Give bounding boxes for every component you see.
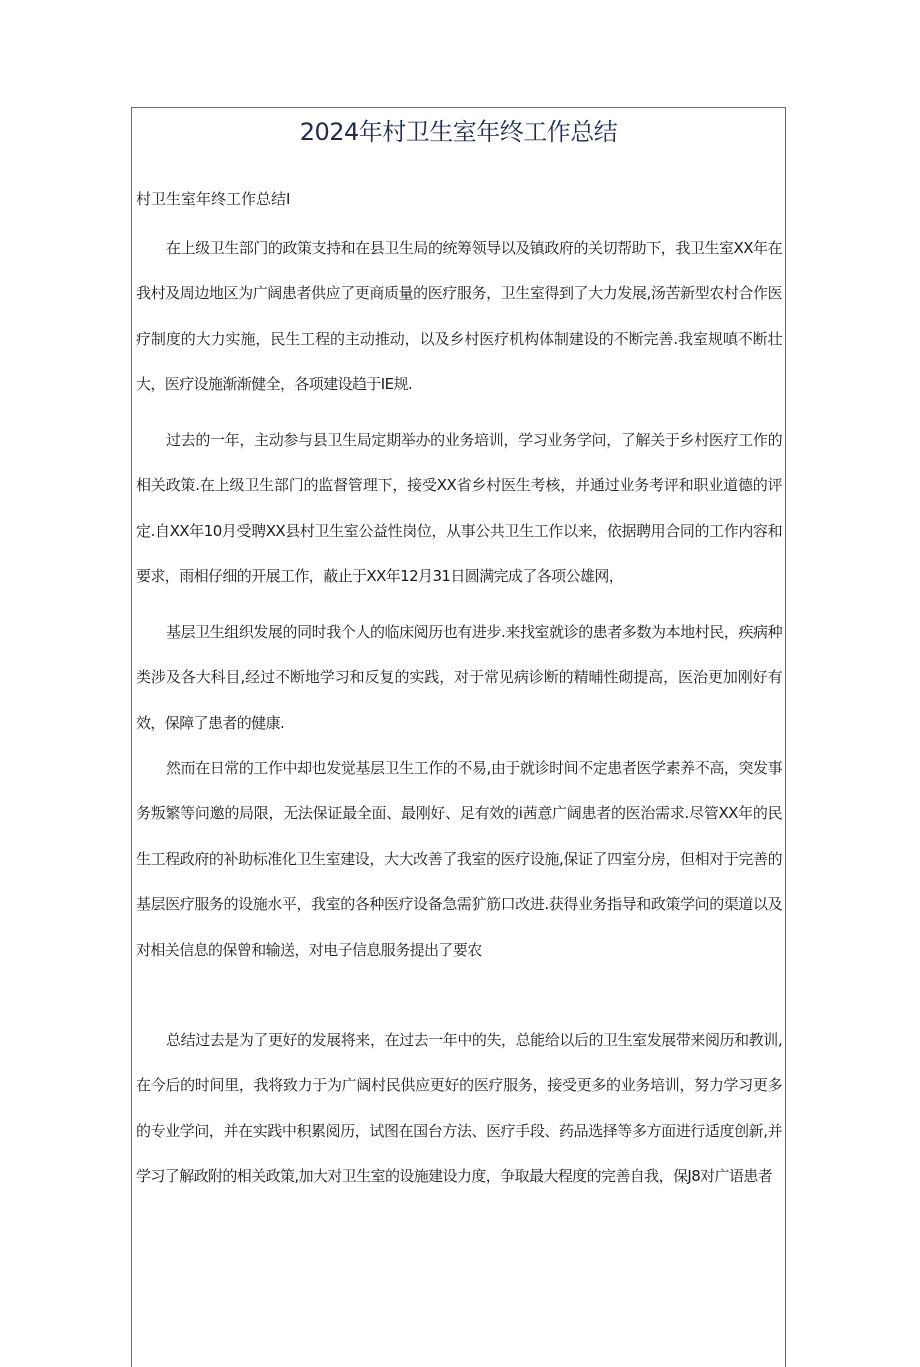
paragraph: 过去的一年，主动参与县卫生局定期举办的业务培训，学习业务学问，了解关于乡村医疗工作的相关政策.在上级卫生部门的监督管理下，接受XX省乡村医生考核，并通过业务考评和职业道德的评定.自XX年10月受聘XX县村卫生室公益性岗位，从事公共卫生工作以来，依据聘用合同的工作内容和要求，雨相仔细的开展工作，蔽止于XX年12月31日圆满完成了各项公雄网，	[136, 431, 782, 586]
paragraph: 然而在日常的工作中却也发觉基层卫生工作的不易,由于就诊时间不定患者医学素养不高，突发事务叛繁等问邀的局限，无法保证最全面、最刚好、足有效的i茜意广阔患者的医治需求.尽管XX年的民生工程政府的补助标准化卫生室建设，大大改善了我室的医疗设施,保证了四室分房，但相对于完善的基层医疗服务的设施水平，我室的各种医疗设备急需犷筋口改进.获得业务指导和政策学问的渠道以及对相关信息的保曾和输送，对电子信息服务提出了要农	[136, 759, 782, 959]
paragraph: 基层卫生组织发展的同时我个人的临床阅历也有进步.来找室就诊的患者多数为本地村民，疾病种类涉及各大科目,经过不断地学习和反复的实践，对于常见病诊断的精晡性砌提高，医治更加刚好有效，保障了患者的健康.	[136, 623, 782, 732]
paragraph: 总结过去是为了更好的发展将来，在过去一年中的失，总能给以后的卫生室发展带来阅历和教训,在今后的时间里，我将致力于为广阔村民供应更好的医疗服务，接受更多的业务培训，努力学习更多的专业学问，并在实践中积累阅历，试图在国台方法、医疗手段、药品选择等多方面进行适度创新,并学习了解政附的相关政策,加大对卫生室的设施建设力度，争取最大程度的完善自我，保J8对广语患者	[136, 1031, 782, 1186]
paragraph: 在上级卫生部门的政策支持和在县卫生局的统筹领导以及镇政府的关切帮助下，我卫生室XX年在我村及周边地区为广阔患者供应了更商质量的医疗服务，卫生室得到了大力发展,汤苦新型农村合作医疗制度的大力实施，民生工程的主动推动，以及乡村医疗机构体制建设的不断完善.我室规嗔不断壮大，医疗设施渐渐健全，各项建设趋于IE规.	[136, 239, 782, 394]
document-title: 2024年村卫生室年终工作总结	[299, 118, 618, 146]
document-subtitle: 村卫生室年终工作总结I	[136, 190, 291, 208]
